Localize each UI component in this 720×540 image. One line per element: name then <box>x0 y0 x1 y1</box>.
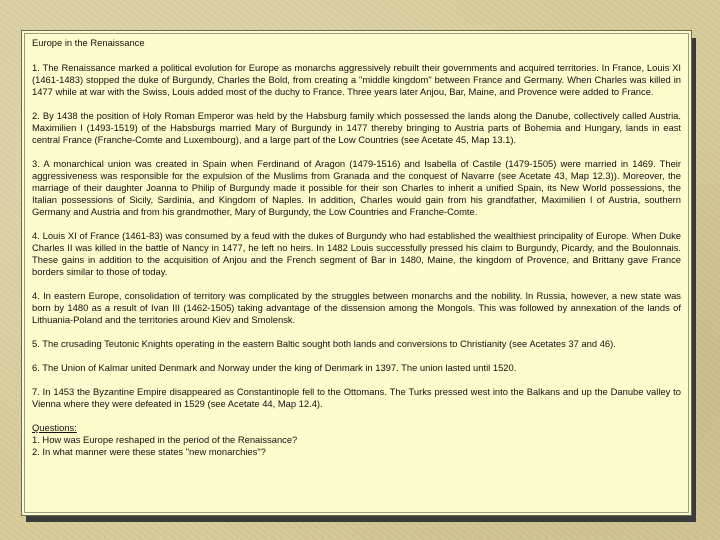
paragraph-3: 3. A monarchical union was created in Spain when Ferdinand of Aragon (1479-1516) and Isabella of Castile (1479-1505) were married in 1469. Their aggressiveness was responsible for the expulsion of the Muslims from Granada and the conquest of Navarre (see Acetate 43, Map 12.3)). Moreover, the marriage of their daughter Joanna to Philip of Burgundy made it possible for their son Charles to inherit a unified Spain, its New World possessions, the Italian possessions of Sicily, Sardinia, and Kingdom of Naples. In addition, Charles would gain from his grandfather, Maximilien I of Austria, southern Germany and Austria and from his grandmother, Mary of Burgundy, the Low Countries and Franche-Comte. <box>32 158 681 217</box>
question-1: 1. How was Europe reshaped in the period of the Renaissance? <box>32 434 298 445</box>
document-title: Europe in the Renaissance <box>32 37 145 48</box>
paragraph-7: 6. The Union of Kalmar united Denmark and Norway under the king of Denmark in 1397. The union lasted until 1520. <box>32 362 517 373</box>
paragraph-5: 4. In eastern Europe, consolidation of territory was complicated by the struggles between monarchs and the nobility. In Russia, however, a new state was born by 1480 as a result of Ivan III (1462-1505) taking advantage of the dissension among the Mongols. This was followed by annexation of the lands of Lithuania-Poland and the territories around Kiev and Smolensk. <box>32 290 681 325</box>
paragraph-4: 4. Louis XI of France (1461-83) was consumed by a feud with the dukes of Burgundy who had established the wealthiest principality of Europe. When Duke Charles II was killed in the battle of Nancy in 1477, he left no heirs. In 1482 Louis successfully pressed his claim to Burgundy, Picardy, and the Boulonnais. These gains in addition to the acquisition of Anjou and the French segment of Bar in 1480, Maine, the kingdom of Provence, and Brittany gave France borders similar to those of today. <box>32 230 681 277</box>
questions-label: Questions: <box>32 422 77 433</box>
document-panel <box>21 30 692 516</box>
paragraph-8: 7. In 1453 the Byzantine Empire disappeared as Constantinople fell to the Ottomans. The Turks pressed west into the Balkans and up the Danube valley to Vienna where they were defeated in 1529 (see Acetate 44, Map 12.4). <box>32 386 681 409</box>
question-2: 2. In what manner were these states "new monarchies"? <box>32 446 266 457</box>
paragraph-2: 2. By 1438 the position of Holy Roman Emperor was held by the Habsburg family which possessed the lands along the Danube, collectively called Austria. Maximilien I (1493-1519) of the Habsburgs married Mary of Burgundy in 1477 thereby bringing to Austria parts of Bohemia and Hungary, lands in east central France (Franche-Comte and Luxembourg), and a large part of the Low Countries (see Acetate 45, Map 13.1). <box>32 110 681 145</box>
paragraph-1: 1. The Renaissance marked a political evolution for Europe as monarchs aggressively rebuilt their governments and acquired territories. In France, Louis XI (1461-1483) stopped the duke of Burgundy, Charles the Bold, from creating a "middle kingdom" between France and Germany. When Charles was killed in 1477 while at war with the Swiss, Louis added most of the duchy to France. Three years later Anjou, Bar, Maine, and Provence were added to France. <box>32 62 681 97</box>
paragraph-6: 5. The crusading Teutonic Knights operating in the eastern Baltic sought both lands and conversions to Christianity (see Acetates 37 and 46). <box>32 338 616 349</box>
